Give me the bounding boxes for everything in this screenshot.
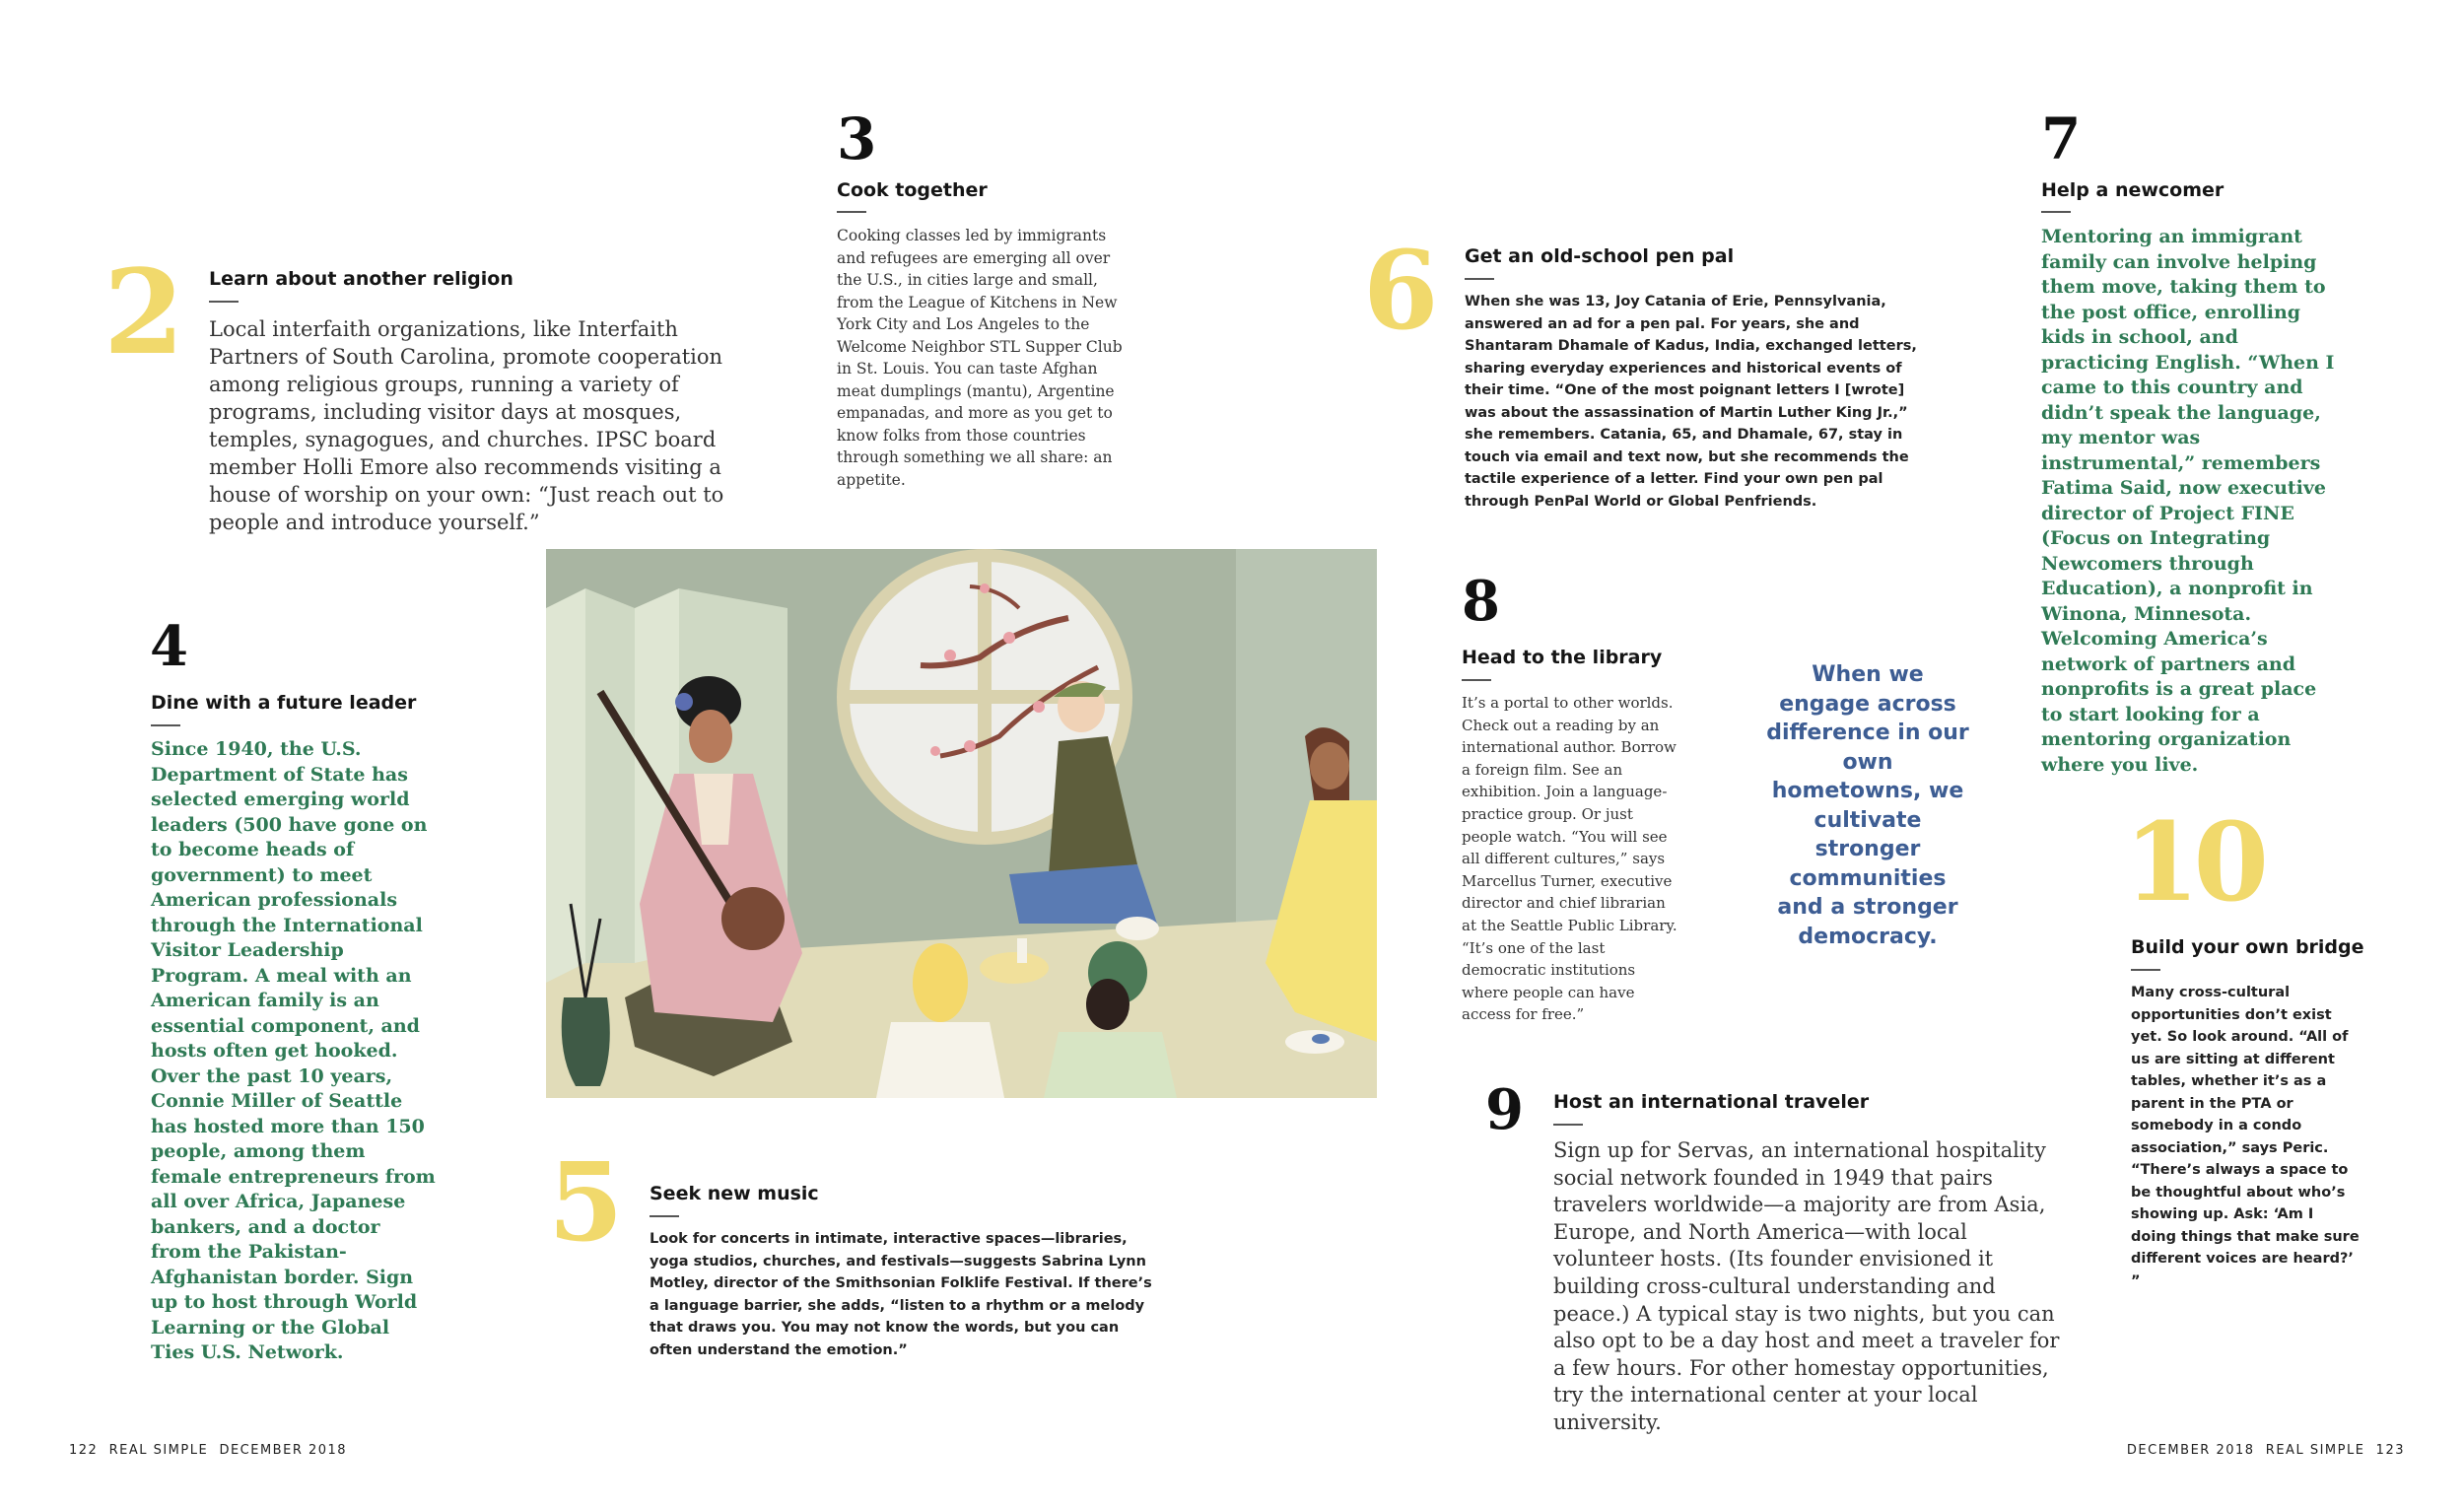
divider [2041, 211, 2071, 213]
body-host-traveler: Sign up for Servas, an international hospitality social network founded in 1949 that pairs travelers worldwide—a majority are from Asia, Europe, and North America—with local volunteer hosts. (Its founder envisioned it building cross-cultural understanding and peace.) A typical stay is two nights, but you can also opt to be a day host and meet a traveler for a few hours. For other homestay opportunities, try the international center at your local university. [1553, 1138, 2060, 1434]
item-number-5: 5 [548, 1138, 624, 1266]
heading-build-bridge: Build your own bridge [2131, 936, 2364, 958]
item-number-3: 3 [837, 105, 877, 172]
people-sharing-music-illustration [546, 549, 1377, 1098]
divider [2131, 969, 2160, 971]
divider [151, 724, 180, 726]
item-number-8: 8 [1462, 569, 1500, 634]
heading-learn-religion: Learn about another religion [209, 268, 513, 290]
heading-host-traveler: Host an international traveler [1553, 1091, 1870, 1113]
item-number-2: 2 [103, 243, 185, 380]
body-cook-together: Cooking classes led by immigrants and refugees are emerging all over the U.S., in cities large and small, from the League of Kitchens in New York City and Los Angeles to the Welcome Neighbor STL Supper Club in St. Louis. You can taste Afghan meat dumplings (mantu), Argentine empanadas, and more as you get to know folks from those countries through something we all share: an appetite. [837, 227, 1123, 489]
body-new-music: Look for concerts in intimate, interactive spaces—libraries, yoga studios, churches, and festivals—suggests Sabrina Lynn Motley, director of the Smithsonian Folklife Festival. If there’s a language barrier, she adds, “listen to a rhythm or a melody that draws you. You may not know the words, but you can often understand the emotion.” [650, 1231, 1152, 1358]
body-build-bridge: Many cross-cultural opportunities don’t exist yet. So look around. “All of us are sitting at different tables, whether it’s as a parent in the PTA or somebody in a condo association,” says Peric. “There’s always a space to be thoughtful about who’s showing up. Ask: ‘Am I doing things that make sure different voices are heard?’ ” [2131, 985, 2360, 1289]
heading-dine-leader: Dine with a future leader [151, 692, 417, 714]
folio-right: DECEMBER 2018 REAL SIMPLE 123 [2126, 1443, 2405, 1458]
folio-left: 122 REAL SIMPLE DECEMBER 2018 [69, 1443, 348, 1458]
divider [1462, 679, 1491, 681]
divider [650, 1215, 679, 1217]
item-number-4: 4 [150, 614, 188, 679]
divider [209, 301, 239, 303]
heading-new-music: Seek new music [650, 1183, 819, 1204]
body-help-newcomer: Mentoring an immigrant family can involve helping them move, taking them to the post office, enrolling kids in school, and practicing English. “When I came to this country and didn’t speak the language, my mentor was instrumental,” remembers Fatima Said, now executive director of Project FINE (Focus on Integrating Newcomers through Education), a nonprofit in Winona, Minnesota. Welcoming America’s network of partners and nonprofits is a great place to start looking for a mentoring organization where you live. [2041, 226, 2335, 776]
body-dine-leader: Since 1940, the U.S. Department of State has selected emerging world leaders (500 have gone on to become heads of government) to meet American professionals through the International Visitor Leadership Program. A meal with an American family is an essential component, and hosts often get hooked. Over the past 10 years, Connie Miller of Seattle has hosted more than 150 people, among them female entrepreneurs from all over Africa, Japanese bankers, and a doctor from the Pakistan-Afghanistan border. Sign up to host through World Learning or the Global Ties U.S. Network. [151, 738, 436, 1363]
item-number-10: 10 [2124, 798, 2264, 926]
divider [1553, 1124, 1583, 1126]
heading-pen-pal: Get an old-school pen pal [1465, 245, 1735, 267]
item-number-6: 6 [1363, 227, 1439, 354]
item-number-9: 9 [1485, 1077, 1524, 1142]
pull-quote: When we engage across difference in our own hometowns, we cultivate stronger communities and a stronger democracy. [1766, 662, 1969, 949]
body-learn-religion: Local interfaith organizations, like Interfaith Partners of South Carolina, promote cooperation among religious groups, running a variety of programs, including visitor days at mosques, temples, synagogues, and churches. IPSC board member Holli Emore also recommends visiting a house of worship on your own: “Just reach out to people and introduce yourself.” [209, 317, 724, 534]
heading-help-newcomer: Help a newcomer [2041, 179, 2224, 201]
heading-library: Head to the library [1462, 647, 1663, 668]
divider [837, 211, 866, 213]
divider [1465, 278, 1494, 280]
item-number-7: 7 [2041, 105, 2082, 172]
body-pen-pal: When she was 13, Joy Catania of Erie, Pennsylvania, answered an ad for a pen pal. For years, she and Shantaram Dhamale of Kadus, India, exchanged letters, sharing everyday experiences and historical events of their time. “One of the most poignant letters I [wrote] was about the assassination of Martin Luther King Jr.,” she remembers. Catania, 65, and Dhamale, 67, stay in touch via email and text now, but she recommends the tactile experience of a letter. Find your own pen pal through PenPal World or Global Penfriends. [1465, 294, 1917, 510]
body-library: It’s a portal to other worlds. Check out a reading by an international author. Borrow a foreign film. See an exhibition. Join a language-practice group. Or just people watch. “You will see all different cultures,” says Marcellus Turner, executive director and chief librarian at the Seattle Public Library. “It’s one of the last democratic institutions where people can have access for free.” [1462, 694, 1677, 1024]
heading-cook-together: Cook together [837, 179, 988, 201]
